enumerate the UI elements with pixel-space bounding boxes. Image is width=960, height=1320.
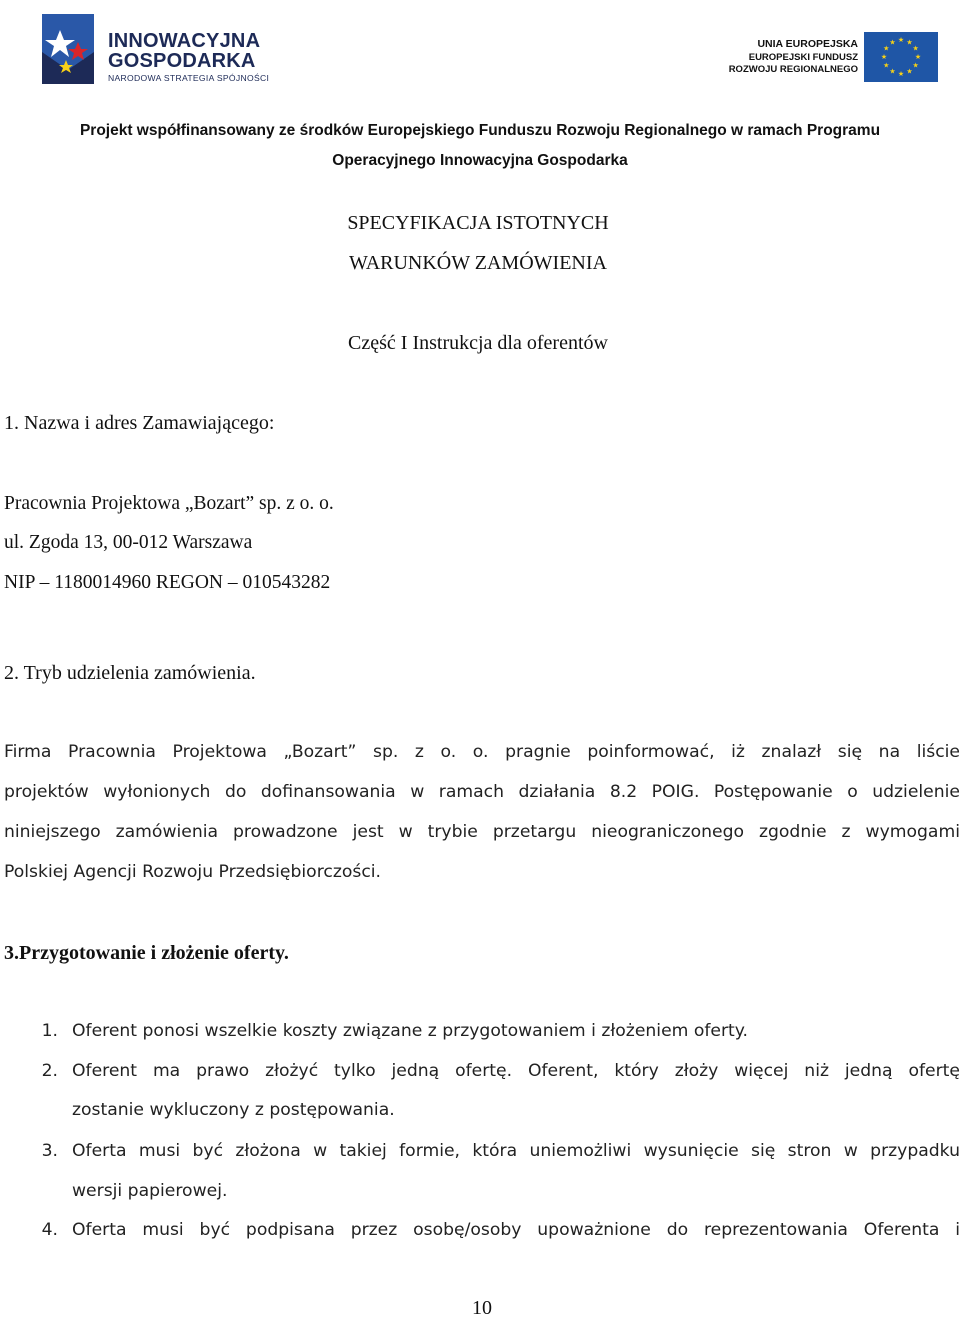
logo-text-innowacyjna: INNOWACYJNA (108, 30, 261, 52)
list-item-text: Oferta musi być podpisana przez osobę/osoby upoważnione do reprezentowania Oferenta i (72, 1220, 960, 1240)
header-line-2: Operacyjnego Innowacyjna Gospodarka (332, 152, 628, 169)
page-number: 10 (472, 1297, 492, 1319)
paragraph-line-2b: Postępowanie o udzielenie (713, 782, 960, 802)
paragraph-line-4: Polskiej Agencji Rozwoju Przedsiębiorczości. (4, 862, 382, 882)
eu-logo (728, 32, 942, 84)
svg-text:★: ★ (897, 70, 905, 78)
svg-text:★: ★ (906, 38, 913, 47)
list-item-number: 3. (41, 1141, 58, 1161)
svg-text:★: ★ (912, 44, 919, 53)
logo-text-strategia: NARODOWA STRATEGIA SPÓJNOŚCI (108, 73, 270, 83)
list-item-text: Oferta musi być złożona w takiej formie, która uniemożliwi wysunięcie się stron w przypadku (72, 1141, 960, 1161)
svg-text:★: ★ (906, 67, 913, 76)
header-line-1: Projekt współfinansowany ze środków Europejskiego Funduszu Rozwoju Regionalnego w ramach Programu (79, 122, 881, 139)
eu-text-rozwoju: ROZWOJU REGIONALNEGO (728, 64, 858, 75)
address-company: Pracownia Projektowa „Bozart” sp. z o. o. (4, 493, 334, 514)
list-item-number: 4. (41, 1220, 58, 1240)
section-1-heading: 1. Nazwa i adres Zamawiającego: (4, 412, 275, 434)
eu-flag-icon (864, 32, 938, 82)
eu-text-unia: UNIA EUROPEJSKA (757, 38, 858, 50)
paragraph-line-2a: projektów wyłonionych do dofinansowania w ramach działania 8.2 POIG. (4, 782, 700, 802)
star-emblem-icon (38, 12, 100, 88)
address-street: ul. Zgoda 13, 00-012 Warszawa (4, 532, 253, 553)
list-item-continuation: wersji papierowej. (72, 1181, 228, 1201)
svg-text:★: ★ (912, 61, 919, 70)
doc-title-line-1: SPECYFIKACJA ISTOTNYCH (347, 212, 609, 234)
eu-text-fundusz: EUROPEJSKI FUNDUSZ (748, 52, 858, 63)
list-item-text: Oferent ma prawo złożyć tylko jedną ofertę. Oferent, który złoży więcej niż jedną ofertę (72, 1061, 960, 1081)
logo-text-gospodarka: GOSPODARKA (108, 50, 256, 72)
paragraph-line-2 (4, 782, 960, 802)
svg-text:★: ★ (897, 36, 905, 44)
list-item-text: Oferent ponosi wszelkie koszty związane z przygotowaniem i złożeniem oferty. (72, 1021, 748, 1041)
paragraph-line-1b: pragnie poinformować, iż znalazł się na liście (505, 742, 960, 762)
innowacyjna-gospodarka-logo (38, 12, 278, 88)
list-item-continuation: zostanie wykluczony z postępowania. (72, 1100, 395, 1120)
svg-text:★: ★ (914, 53, 922, 61)
svg-text:★: ★ (883, 61, 890, 70)
address-tax-ids: NIP – 1180014960 REGON – 010543282 (4, 572, 331, 593)
paragraph-line-3: niniejszego zamówienia prowadzone jest w trybie przetargu nieograniczonego zgodnie z wymogami (4, 822, 960, 842)
svg-text:★: ★ (889, 38, 896, 47)
section-2-heading: 2. Tryb udzielenia zamówienia. (4, 662, 256, 684)
section-3-heading: 3.Przygotowanie i złożenie oferty. (4, 942, 289, 964)
svg-text:★: ★ (889, 67, 896, 76)
list-item-number: 1. (41, 1021, 58, 1041)
doc-title-line-2: WARUNKÓW ZAMÓWIENIA (349, 252, 607, 274)
paragraph-line-1a: Firma Pracownia Projektowa „Bozart” sp. z o. o. (4, 742, 489, 762)
svg-text:★: ★ (880, 53, 888, 61)
svg-text:★: ★ (883, 44, 890, 53)
list-item-number: 2. (41, 1061, 58, 1081)
doc-subtitle: Część I Instrukcja dla oferentów (348, 332, 608, 354)
paragraph-line-1 (4, 742, 960, 762)
